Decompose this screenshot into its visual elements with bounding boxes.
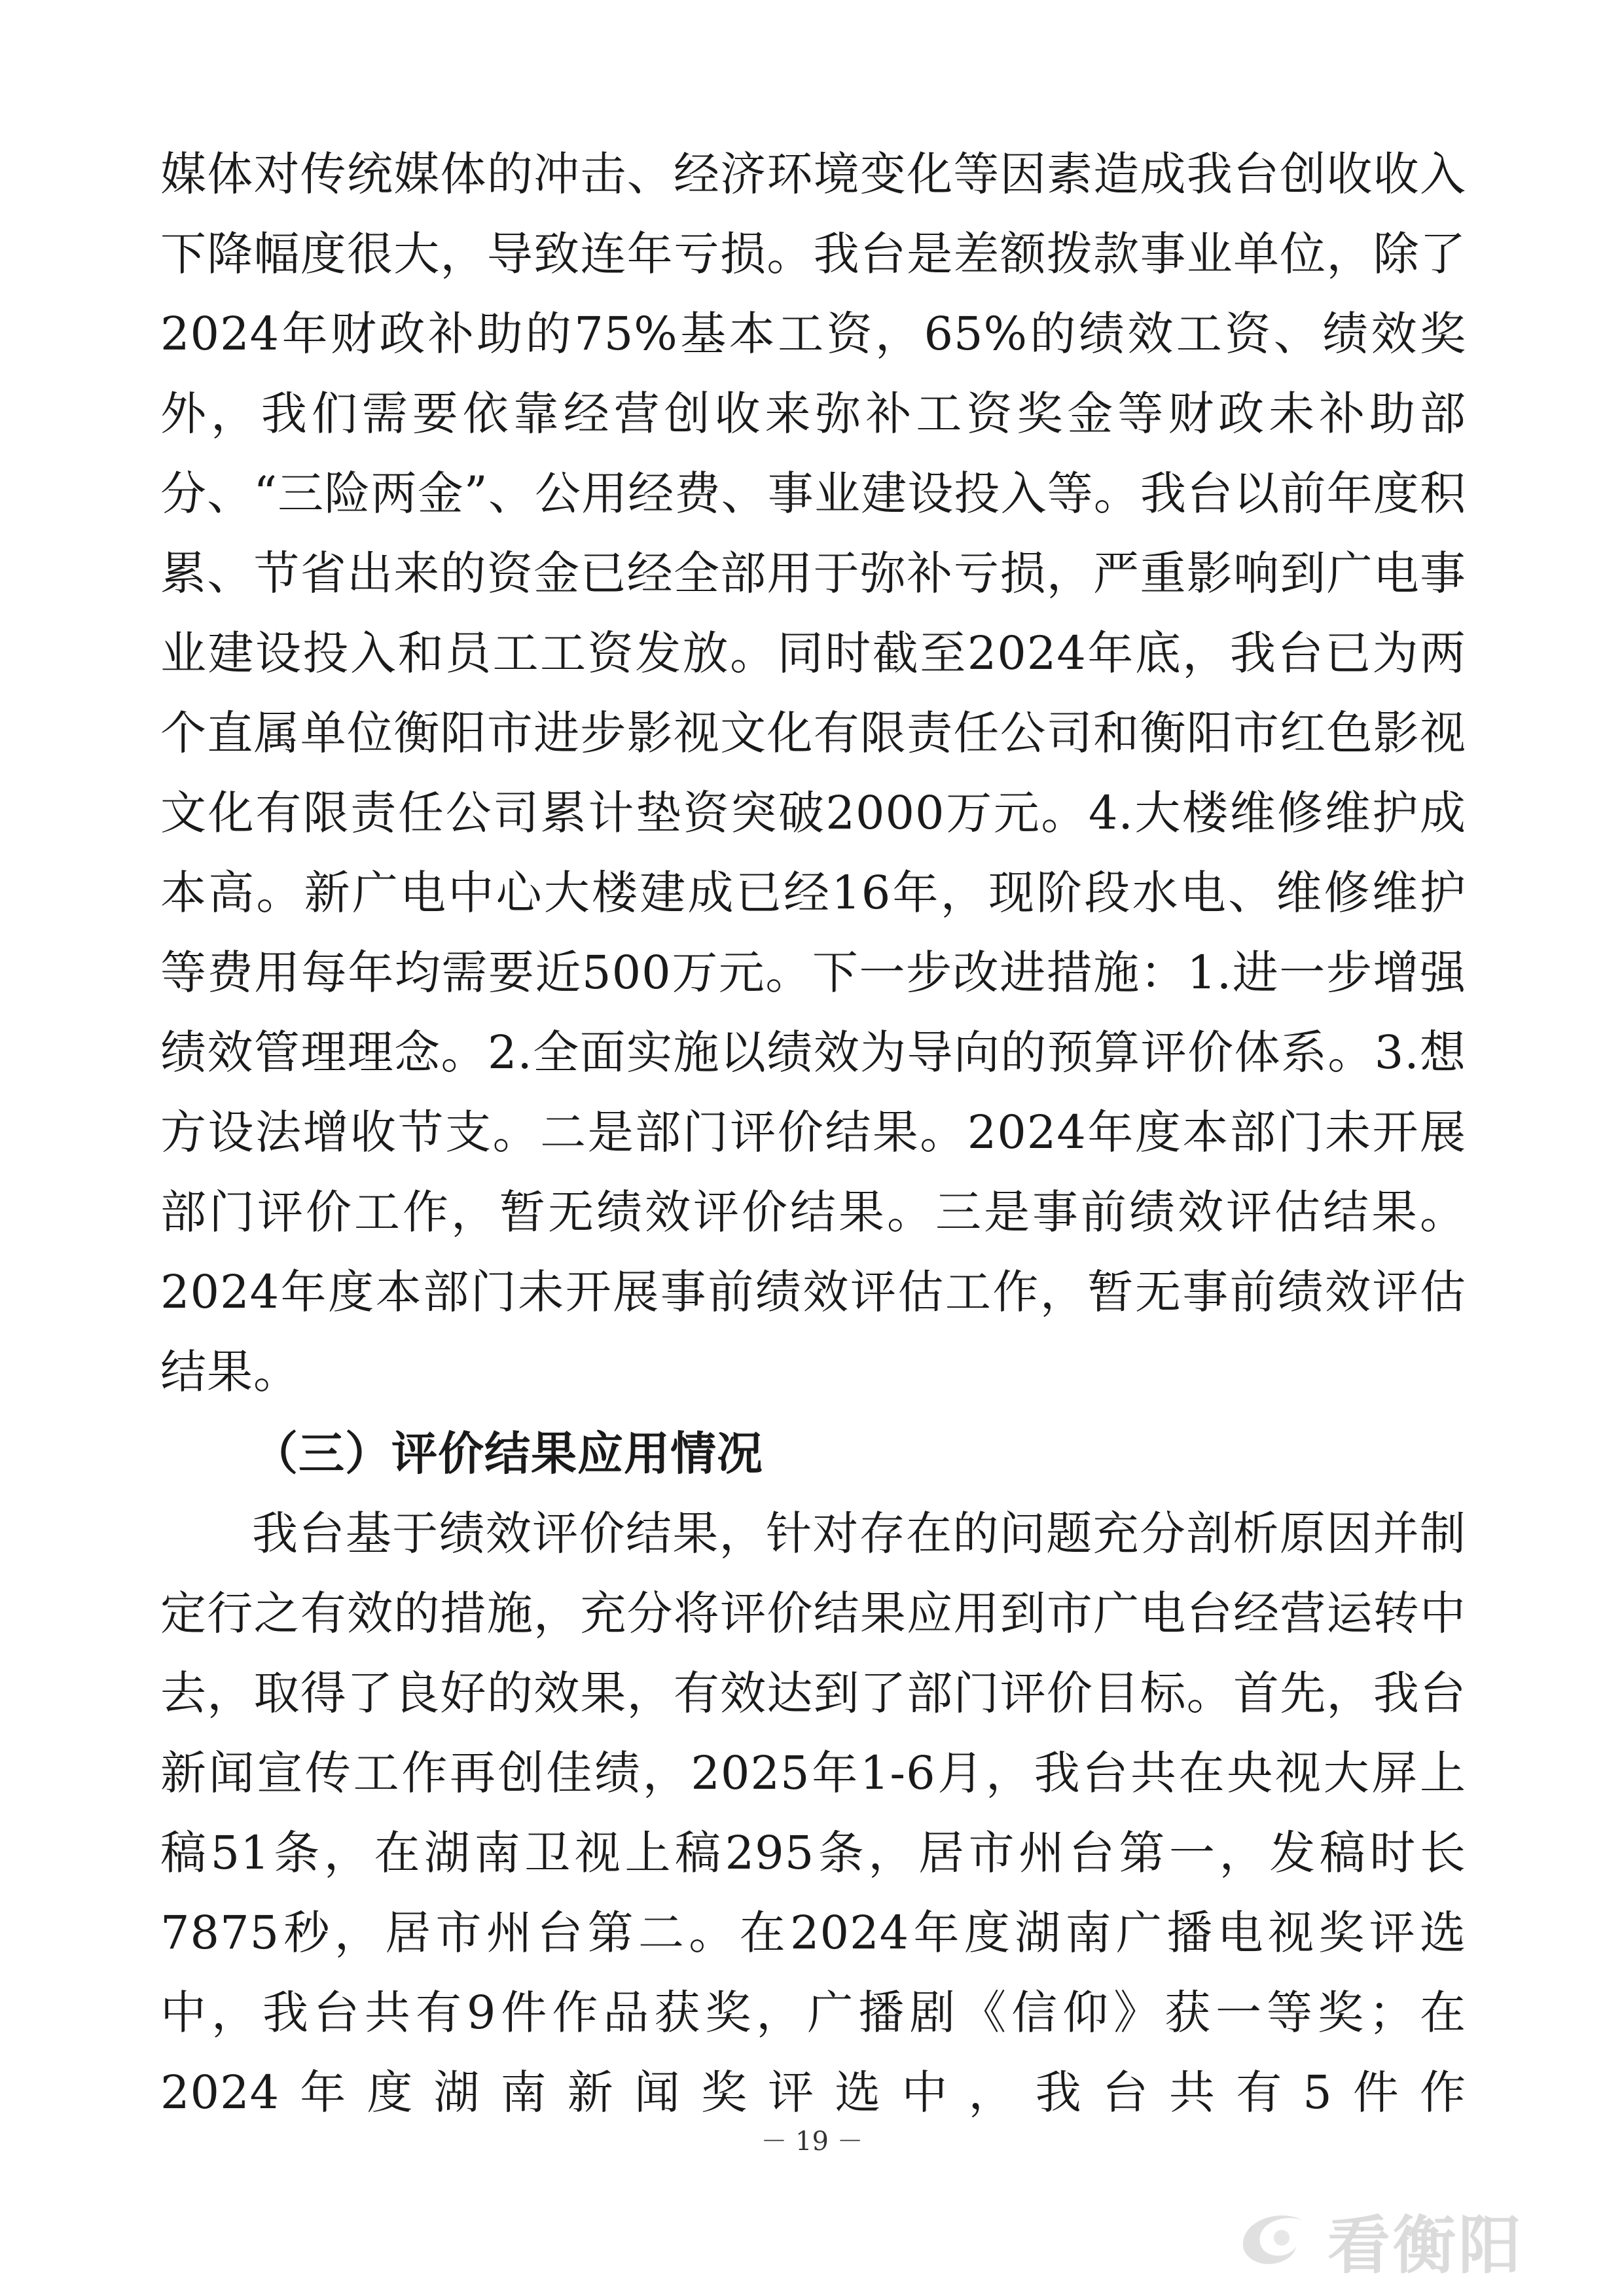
watermark-text: 看衡阳 [1327, 2209, 1524, 2282]
paragraph-continued: 媒体对传统媒体的冲击、经济环境变化等因素造成我台创收收入下降幅度很大，导致连年亏损。我台是差额拨款事业单位，除了2024年财政补助的75%基本工资，65%的绩效工资、绩效奖外，我们需要依靠经营创收来弥补工资奖金等财政未补助部分、“三险两金”、公用经费、事业建设投入等。我台以前年度积累、节省出来的资金已经全部用于弥补亏损，严重影响到广电事业建设投入和员工工资发放。同时截至2024年底，我台已为两个直属单位衡阳市进步影视文化有限责任公司和衡阳市红色影视文化有限责任公司累计垫资突破2000万元。4.大楼维修维护成本高。新广电中心大楼建成已经16年，现阶段水电、维修维护等费用每年均需要近500万元。下一步改进措施：1.进一步增强绩效管理理念。2.全面实施以绩效为导向的预算评价体系。3.想方设法增收节支。二是部门评价结果。2024年度本部门未开展部门评价工作，暂无绩效评价结果。三是事前绩效评估结果。2024年度本部门未开展事前绩效评估工作，暂无事前绩效评估结果。 [160, 147, 1466, 1399]
kanhengyang-logo-icon [1231, 2204, 1316, 2278]
section-heading: （三）评价结果应用情况 [252, 1427, 763, 1480]
page-number: － 19 － [761, 2126, 863, 2157]
paragraph-evaluation-application: 我台基于绩效评价结果，针对存在的问题充分剖析原因并制定行之有效的措施，充分将评价结果应用到市广电台经营运转中去，取得了良好的效果，有效达到了部门评价目标。首先，我台新闻宣传工作再创佳绩，2025年1-6月，我台共在央视大屏上稿51条，在湖南卫视上稿295条，居市州台第一，发稿时长7875秒，居市州台第二。在2024年度湖南广播电视奖评选中，我台共有9件作品获奖，广播剧《信仰》获一等奖；在2024年度湖南新闻奖评选中，我台共有5件作 [160, 1507, 1466, 2119]
body-section-1 [160, 134, 1466, 1412]
body-section-2 [160, 1494, 1466, 2132]
watermark [1231, 2196, 1524, 2286]
